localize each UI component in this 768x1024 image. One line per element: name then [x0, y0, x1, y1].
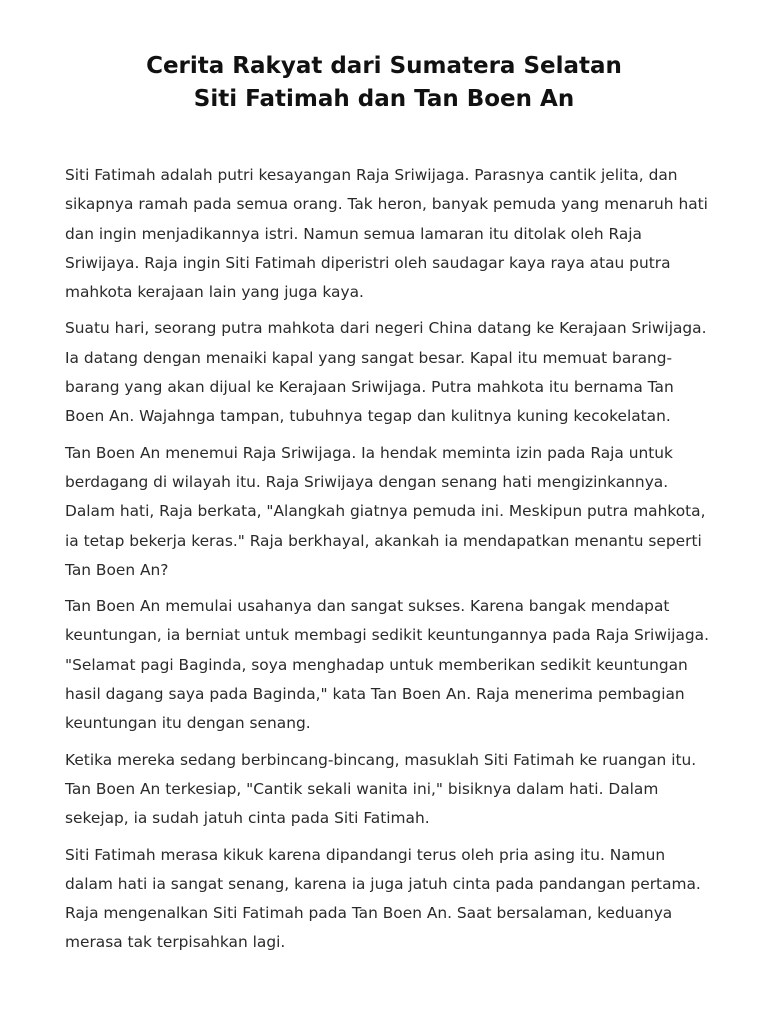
paragraph-4: Tan Boen An memulai usahanya dan sangat sukses. Karena bangak mendapat keuntungan, ia berniat untuk membagi sedikit keuntungannya pada Raja Sriwijaga. "Selamat pagi Baginda, soya menghadap untuk memberikan sedikit keuntungan hasil dagang saya pada Baginda," kata Tan Boen An. Raja menerima pembagian keuntungan itu dengan senang.	[65, 597, 709, 733]
page-title	[0, 50, 768, 116]
paragraph-5: Ketika mereka sedang berbincang-bincang, masuklah Siti Fatimah ke ruangan itu. Tan Boen An terkesiap, "Cantik sekali wanita ini," bisiknya dalam hati. Dalam sekejap, ia sudah jatuh cinta pada Siti Fatimah.	[65, 750, 697, 828]
paragraph-6: Siti Fatimah merasa kikuk karena dipandangi terus oleh pria asing itu. Namun dalam hati ia sangat senang, karena ia juga jatuh cinta pada pandangan pertama. Raja mengenalkan Siti Fatimah pada Tan Boen An. Saat bersalaman, keduanya merasa tak terpisahkan lagi.	[65, 845, 701, 952]
paragraph-1: Siti Fatimah adalah putri kesayangan Raja Sriwijaga. Parasnya cantik jelita, dan sikapnya ramah pada semua orang. Tak heron, banyak pemuda yang menaruh hati dan ingin menjadikannya istri. Namun semua lamaran itu ditolak oleh Raja Sriwijaya. Raja ingin Siti Fatimah diperistri oleh saudagar kaya raya atau putra mahkota kerajaan lain yang juga kaya.	[65, 166, 708, 302]
paragraph-2: Suatu hari, seorang putra mahkota dari negeri China datang ke Kerajaan Sriwijaga. Ia datang dengan menaiki kapal yang sangat besar. Kapal itu memuat barang-barang yang akan dijual ke Kerajaan Sriwijaga. Putra mahkota itu bernama Tan Boen An. Wajahnga tampan, tubuhnya tegap dan kulitnya kuning kecokelatan.	[65, 319, 707, 426]
title-line-1: Cerita Rakyat dari Sumatera Selatan	[146, 53, 622, 79]
story-body	[65, 161, 715, 965]
paragraph-3: Tan Boen An menemui Raja Sriwijaga. Ia hendak meminta izin pada Raja untuk berdagang di wilayah itu. Raja Sriwijaya dengan senang hati mengizinkannya. Dalam hati, Raja berkata, "Alangkah giatnya pemuda ini. Meskipun putra mahkota, ia tetap bekerja keras." Raja berkhayal, akankah ia mendapatkan menantu seperti Tan Boen An?	[65, 443, 706, 579]
title-line-2: Siti Fatimah dan Tan Boen An	[193, 86, 575, 112]
